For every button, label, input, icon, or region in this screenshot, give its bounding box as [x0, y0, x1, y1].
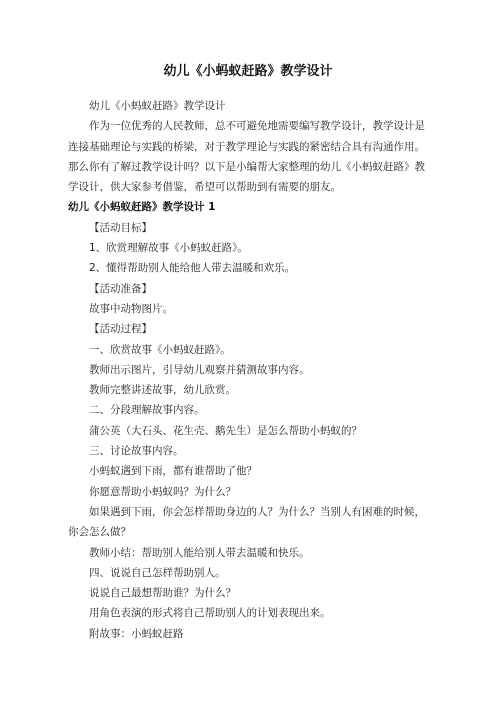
paragraph: 蒲公英（大石头、花生壳、鹅先生）是怎么帮助小蚂蚁的？: [89, 424, 362, 437]
paragraph: 一、欣赏故事《小蚂蚁赶路》。: [89, 343, 231, 356]
document-title: 幼儿《小蚂蚁赶路》教学设计: [163, 64, 333, 79]
paragraph: 二、分段理解故事内容。: [89, 404, 205, 417]
paragraph: 如果遇到下雨，你会怎样帮助身边的人？为什么？当别人有困难的时候，你会怎么做？: [68, 505, 425, 539]
paragraph: 教师完整讲述故事，幼儿欣赏。: [89, 384, 236, 397]
paragraph: 【活动目标】: [89, 221, 152, 234]
paragraph: 2、懂得帮助别人能给他人带去温暖和欢乐。: [89, 262, 296, 275]
paragraph: 用角色表演的形式将自己帮助别人的计划表现出来。: [89, 607, 331, 620]
paragraph: 【活动过程】: [89, 323, 152, 336]
paragraph: 故事中动物图片。: [89, 302, 173, 315]
paragraph: 教师出示图片，引导幼儿观察并猜测故事内容。: [89, 363, 310, 376]
paragraph: 1、欣赏理解故事《小蚂蚁赶路》。: [89, 242, 248, 255]
paragraph: 【活动准备】: [89, 282, 152, 295]
paragraph: 作为一位优秀的人民教师，总不可避免地需要编写教学设计，教学设计是连接基础理论与实践的桥梁，对于教学理论与实践的紧密结合具有沟通作用。那么你有了解过教学设计吗？以下是小编帮大家整理的幼儿《小蚂蚁赶路》教学设计，供大家参考借鉴，希望可以帮助到有需要的朋友。: [68, 120, 425, 194]
paragraph: 教师小结：帮助别人能给别人带去温暖和快乐。: [89, 546, 310, 559]
document-body: [68, 96, 428, 644]
paragraph: 四、说说自己怎样帮助别人。: [89, 566, 226, 579]
paragraph: 说说自己最想帮助谁？为什么？: [89, 587, 236, 600]
section-heading: 幼儿《小蚂蚁赶路》教学设计 1: [68, 201, 216, 214]
paragraph: 附故事：小蚂蚁赶路: [89, 627, 184, 640]
paragraph: 你愿意帮助小蚂蚁吗？为什么？: [89, 485, 236, 498]
paragraph: 幼儿《小蚂蚁赶路》教学设计: [89, 100, 226, 112]
paragraph: 三、讨论故事内容。: [89, 445, 184, 458]
paragraph: 小蚂蚁遇到下雨，都有谁帮助了他？: [89, 465, 257, 478]
